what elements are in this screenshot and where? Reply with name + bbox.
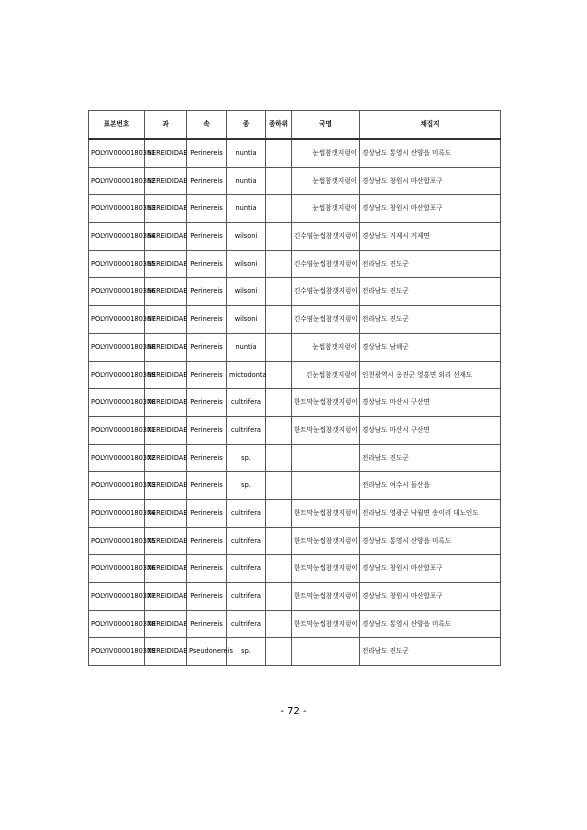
cell-korean-name: 한트막눈썹참갯지렁이 — [292, 610, 360, 638]
cell-collection-site: 인천광역시 옹진군 영흥면 외리 선재도 — [360, 361, 501, 389]
table-row — [89, 583, 501, 611]
header-subspecies: 종하위 — [266, 111, 292, 140]
cell-family: NEREIDIDAE — [145, 499, 187, 527]
cell-specimen-number: POLYIV0000180371 — [89, 416, 145, 444]
table-row — [89, 472, 501, 500]
cell-korean-name: 한트막눈썹참갯지렁이 — [292, 583, 360, 611]
cell-species: sp. — [227, 472, 266, 500]
cell-korean-name — [292, 472, 360, 500]
cell-species: nuntia — [227, 195, 266, 223]
cell-genus: Perinereis — [187, 278, 227, 306]
cell-genus: Perinereis — [187, 139, 227, 167]
cell-collection-site: 경상남도 창원시 마산합포구 — [360, 583, 501, 611]
table-body — [89, 139, 501, 666]
cell-family: NEREIDIDAE — [145, 472, 187, 500]
table-row — [89, 361, 501, 389]
header-genus: 속 — [187, 111, 227, 140]
cell-collection-site: 경상남도 창원시 마산합포구 — [360, 195, 501, 223]
header-korean-name: 국명 — [292, 111, 360, 140]
cell-korean-name: 한트막눈썹참갯지렁이 — [292, 499, 360, 527]
cell-collection-site: 전라남도 영광군 낙월면 송이리 대노인도 — [360, 499, 501, 527]
cell-family: NEREIDIDAE — [145, 139, 187, 167]
cell-family: NEREIDIDAE — [145, 610, 187, 638]
cell-korean-name: 긴눈썹참갯지렁이 — [292, 361, 360, 389]
cell-subspecies — [266, 416, 292, 444]
cell-species: cultrifera — [227, 555, 266, 583]
cell-family: NEREIDIDAE — [145, 306, 187, 334]
cell-korean-name: 한트막눈썹참갯지렁이 — [292, 416, 360, 444]
cell-family: NEREIDIDAE — [145, 389, 187, 417]
cell-korean-name — [292, 638, 360, 666]
cell-subspecies — [266, 361, 292, 389]
cell-specimen-number: POLYIV0000180369 — [89, 361, 145, 389]
cell-family: NEREIDIDAE — [145, 583, 187, 611]
cell-family: NEREIDIDAE — [145, 527, 187, 555]
table-row — [89, 416, 501, 444]
cell-korean-name: 한트막눈썹참갯지렁이 — [292, 389, 360, 417]
table-row — [89, 167, 501, 195]
page-number: - 72 - — [280, 706, 307, 717]
cell-genus: Perinereis — [187, 527, 227, 555]
cell-family: NEREIDIDAE — [145, 167, 187, 195]
cell-species: nuntia — [227, 139, 266, 167]
cell-species: sp. — [227, 444, 266, 472]
cell-species: wilsoni — [227, 223, 266, 251]
cell-collection-site: 전라남도 진도군 — [360, 250, 501, 278]
cell-korean-name: 눈썹참갯지렁이 — [292, 167, 360, 195]
cell-collection-site: 경상남도 창원시 마산합포구 — [360, 555, 501, 583]
cell-specimen-number: POLYIV0000180375 — [89, 527, 145, 555]
cell-species: cultrifera — [227, 610, 266, 638]
cell-genus: Perinereis — [187, 555, 227, 583]
cell-family: NEREIDIDAE — [145, 416, 187, 444]
cell-specimen-number: POLYIV0000180370 — [89, 389, 145, 417]
cell-specimen-number: POLYIV0000180367 — [89, 306, 145, 334]
cell-genus: Perinereis — [187, 306, 227, 334]
cell-subspecies — [266, 139, 292, 167]
cell-genus: Perinereis — [187, 389, 227, 417]
cell-subspecies — [266, 167, 292, 195]
cell-collection-site: 경상남도 창원시 마산합포구 — [360, 167, 501, 195]
cell-collection-site: 경상남도 통영시 산양읍 미륵도 — [360, 527, 501, 555]
cell-collection-site: 경상남도 마산시 구산면 — [360, 389, 501, 417]
cell-subspecies — [266, 499, 292, 527]
table-row — [89, 306, 501, 334]
table-row — [89, 638, 501, 666]
cell-specimen-number: POLYIV0000180373 — [89, 472, 145, 500]
cell-species: cultrifera — [227, 499, 266, 527]
cell-family: NEREIDIDAE — [145, 444, 187, 472]
table-header-row — [89, 111, 501, 140]
cell-korean-name: 눈썹참갯지렁이 — [292, 195, 360, 223]
cell-specimen-number: POLYIV0000180374 — [89, 499, 145, 527]
cell-genus: Perinereis — [187, 333, 227, 361]
cell-subspecies — [266, 195, 292, 223]
cell-collection-site: 전라남도 진도군 — [360, 444, 501, 472]
cell-collection-site: 경상남도 통영시 산양읍 미륵도 — [360, 139, 501, 167]
table-row — [89, 250, 501, 278]
cell-collection-site: 전라남도 진도군 — [360, 306, 501, 334]
table-row — [89, 527, 501, 555]
cell-genus: Perinereis — [187, 444, 227, 472]
cell-species: wilsoni — [227, 306, 266, 334]
cell-specimen-number: POLYIV0000180368 — [89, 333, 145, 361]
table-row — [89, 333, 501, 361]
cell-family: NEREIDIDAE — [145, 250, 187, 278]
table-row — [89, 444, 501, 472]
cell-korean-name: 긴수염눈썹참갯지렁이 — [292, 250, 360, 278]
cell-specimen-number: POLYIV0000180377 — [89, 583, 145, 611]
cell-collection-site: 전라남도 여수시 돌산읍 — [360, 472, 501, 500]
cell-subspecies — [266, 278, 292, 306]
cell-family: NEREIDIDAE — [145, 361, 187, 389]
table-row — [89, 139, 501, 167]
cell-species: cultrifera — [227, 416, 266, 444]
cell-korean-name: 눈썹참갯지렁이 — [292, 139, 360, 167]
cell-specimen-number: POLYIV0000180376 — [89, 555, 145, 583]
cell-genus: Perinereis — [187, 361, 227, 389]
cell-korean-name: 눈썹참갯지렁이 — [292, 333, 360, 361]
cell-family: NEREIDIDAE — [145, 555, 187, 583]
cell-genus: Perinereis — [187, 610, 227, 638]
cell-genus: Perinereis — [187, 223, 227, 251]
cell-subspecies — [266, 306, 292, 334]
cell-collection-site: 전라남도 진도군 — [360, 278, 501, 306]
cell-genus: Perinereis — [187, 472, 227, 500]
cell-specimen-number: POLYIV0000180364 — [89, 223, 145, 251]
cell-collection-site: 경상남도 거제시 거제면 — [360, 223, 501, 251]
cell-species: nuntia — [227, 167, 266, 195]
table-row — [89, 278, 501, 306]
cell-genus: Perinereis — [187, 167, 227, 195]
header-specimen-number: 표본번호 — [89, 111, 145, 140]
table-row — [89, 389, 501, 417]
cell-specimen-number: POLYIV0000180379 — [89, 638, 145, 666]
cell-subspecies — [266, 389, 292, 417]
cell-species: sp. — [227, 638, 266, 666]
cell-specimen-number: POLYIV0000180378 — [89, 610, 145, 638]
cell-family: NEREIDIDAE — [145, 333, 187, 361]
table-row — [89, 195, 501, 223]
cell-subspecies — [266, 333, 292, 361]
cell-korean-name: 긴수염눈썹참갯지렁이 — [292, 306, 360, 334]
cell-korean-name — [292, 444, 360, 472]
cell-specimen-number: POLYIV0000180361 — [89, 139, 145, 167]
cell-subspecies — [266, 223, 292, 251]
cell-genus: Pseudonereis — [187, 638, 227, 666]
cell-korean-name: 한트막눈썹참갯지렁이 — [292, 527, 360, 555]
cell-specimen-number: POLYIV0000180363 — [89, 195, 145, 223]
cell-collection-site: 경상남도 남해군 — [360, 333, 501, 361]
header-collection-site: 채집지 — [360, 111, 501, 140]
specimen-table — [88, 110, 501, 666]
cell-subspecies — [266, 638, 292, 666]
cell-collection-site: 경상남도 마산시 구산면 — [360, 416, 501, 444]
header-family: 과 — [145, 111, 187, 140]
cell-specimen-number: POLYIV0000180365 — [89, 250, 145, 278]
cell-species: cultrifera — [227, 583, 266, 611]
header-species: 종 — [227, 111, 266, 140]
cell-genus: Perinereis — [187, 195, 227, 223]
table-row — [89, 555, 501, 583]
cell-family: NEREIDIDAE — [145, 195, 187, 223]
cell-genus: Perinereis — [187, 250, 227, 278]
cell-subspecies — [266, 583, 292, 611]
cell-family: NEREIDIDAE — [145, 278, 187, 306]
cell-species: cultrifera — [227, 527, 266, 555]
cell-species: wilsoni — [227, 250, 266, 278]
cell-collection-site: 전라남도 진도군 — [360, 638, 501, 666]
cell-subspecies — [266, 472, 292, 500]
cell-family: NEREIDIDAE — [145, 638, 187, 666]
cell-species: wilsoni — [227, 278, 266, 306]
cell-species: cultrifera — [227, 389, 266, 417]
cell-subspecies — [266, 555, 292, 583]
cell-collection-site: 경상남도 통영시 산양읍 미륵도 — [360, 610, 501, 638]
cell-korean-name: 긴수염눈썹참갯지렁이 — [292, 278, 360, 306]
cell-genus: Perinereis — [187, 583, 227, 611]
cell-species: mictodonta — [227, 361, 266, 389]
cell-korean-name: 긴수염눈썹참갯지렁이 — [292, 223, 360, 251]
table-row — [89, 610, 501, 638]
cell-species: nuntia — [227, 333, 266, 361]
cell-specimen-number: POLYIV0000180366 — [89, 278, 145, 306]
table-row — [89, 499, 501, 527]
cell-subspecies — [266, 610, 292, 638]
cell-specimen-number: POLYIV0000180372 — [89, 444, 145, 472]
cell-genus: Perinereis — [187, 416, 227, 444]
cell-subspecies — [266, 527, 292, 555]
table-row — [89, 223, 501, 251]
cell-korean-name: 한트막눈썹참갯지렁이 — [292, 555, 360, 583]
cell-specimen-number: POLYIV0000180362 — [89, 167, 145, 195]
cell-subspecies — [266, 444, 292, 472]
cell-subspecies — [266, 250, 292, 278]
cell-family: NEREIDIDAE — [145, 223, 187, 251]
cell-genus: Perinereis — [187, 499, 227, 527]
